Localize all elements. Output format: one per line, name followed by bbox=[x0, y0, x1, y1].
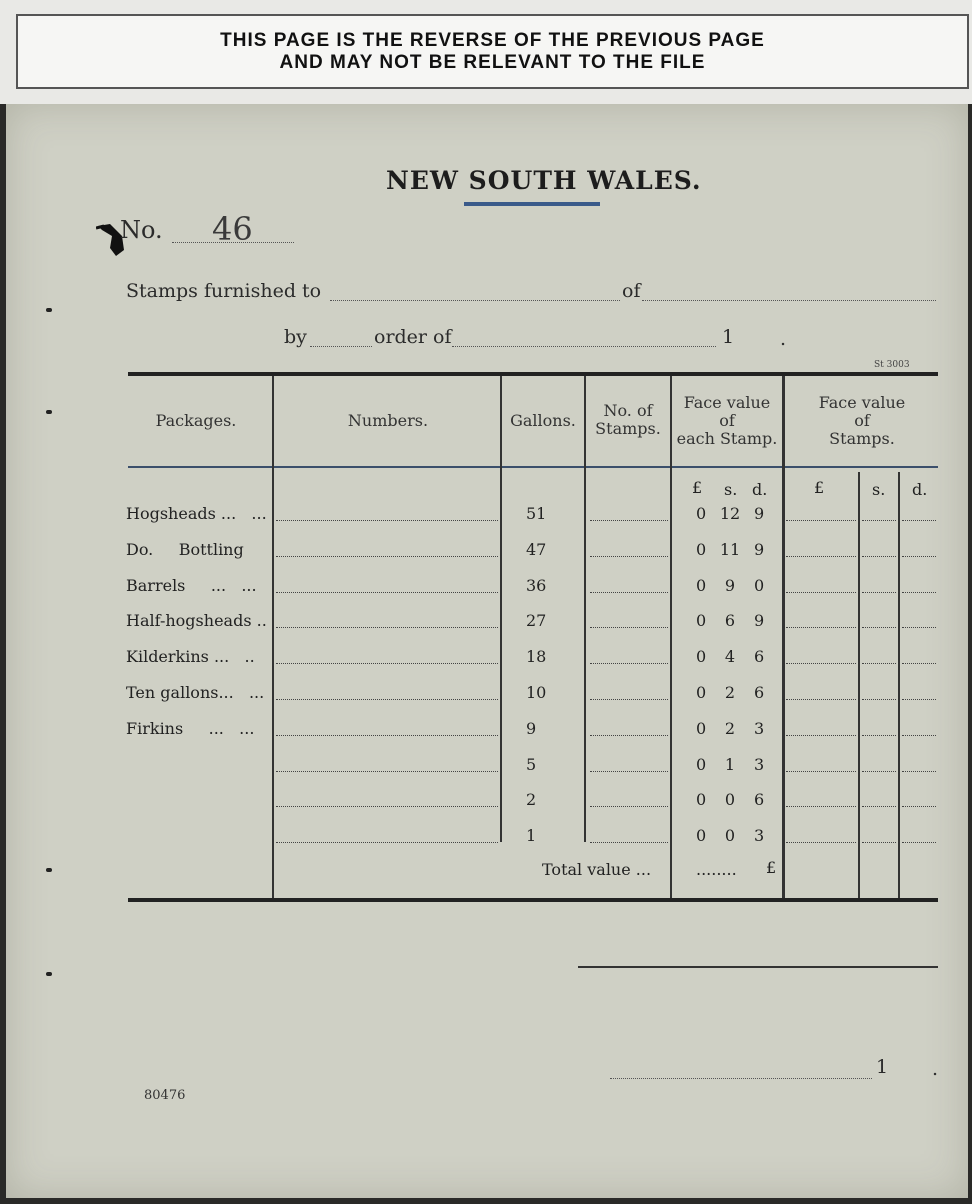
row-stamps-field[interactable] bbox=[590, 735, 668, 736]
punch-hole-mark bbox=[46, 308, 52, 312]
row-total-pounds-field[interactable] bbox=[786, 842, 856, 843]
row-total-pence-field[interactable] bbox=[902, 806, 936, 807]
row-gallons: 18 bbox=[526, 647, 547, 667]
footer-code: 80476 bbox=[144, 1088, 186, 1103]
row-total-pence-field[interactable] bbox=[902, 699, 936, 700]
row-stamps-field[interactable] bbox=[590, 771, 668, 772]
row-numbers-field[interactable] bbox=[276, 842, 498, 843]
row-total-pence-field[interactable] bbox=[902, 735, 936, 736]
punch-hole-mark bbox=[46, 410, 52, 414]
row-total-pence-field[interactable] bbox=[902, 771, 936, 772]
row-pence: 9 bbox=[754, 611, 765, 631]
row-shillings: 4 bbox=[724, 647, 736, 667]
notice-banner-area bbox=[0, 0, 972, 104]
row-pounds: 0 bbox=[696, 790, 707, 810]
row-total-pounds-field[interactable] bbox=[786, 520, 856, 521]
row-numbers-field[interactable] bbox=[276, 663, 498, 664]
header-no-of-stamps-line1: No. of bbox=[603, 401, 653, 420]
row-gallons: 5 bbox=[526, 754, 537, 774]
row-total-shillings-field[interactable] bbox=[862, 592, 896, 593]
row-total-pounds-field[interactable] bbox=[786, 627, 856, 628]
row-shillings: 1 bbox=[724, 754, 736, 774]
row-stamps-field[interactable] bbox=[590, 842, 668, 843]
header-face-each-line1: Face value bbox=[683, 393, 771, 412]
row-pounds: 0 bbox=[696, 575, 707, 595]
punch-hole-mark bbox=[46, 972, 52, 976]
row-numbers-field[interactable] bbox=[276, 735, 498, 736]
row-total-shillings-field[interactable] bbox=[862, 699, 896, 700]
header-face-total-line1: Face value bbox=[818, 393, 906, 412]
row-total-shillings-field[interactable] bbox=[862, 735, 896, 736]
col-divider bbox=[500, 376, 502, 842]
row-pence: 6 bbox=[754, 683, 765, 702]
row-pence: 3 bbox=[754, 826, 765, 846]
row-stamps-field[interactable] bbox=[590, 520, 668, 521]
row-numbers-field[interactable] bbox=[276, 556, 498, 557]
period-mark: . bbox=[780, 328, 787, 350]
header-packages: Packages. bbox=[155, 411, 237, 430]
signature-line[interactable] bbox=[578, 966, 938, 968]
header-bottom-rule bbox=[128, 466, 938, 468]
of-label: of bbox=[622, 280, 641, 302]
row-shillings: 11 bbox=[719, 539, 741, 559]
col-divider bbox=[782, 376, 785, 898]
row-package-label: Do. Bottling bbox=[126, 539, 244, 559]
row-numbers-field[interactable] bbox=[276, 806, 498, 807]
row-pounds: 0 bbox=[696, 683, 707, 702]
title-underline bbox=[464, 202, 600, 206]
row-pence: 6 bbox=[754, 647, 765, 667]
col-divider bbox=[858, 472, 860, 898]
row-total-pounds-field[interactable] bbox=[786, 699, 856, 700]
row-pence: 3 bbox=[754, 718, 765, 738]
row-total-pence-field[interactable] bbox=[902, 663, 936, 664]
row-package-label: Kilderkins ... .. bbox=[126, 647, 255, 667]
col-divider bbox=[584, 376, 586, 842]
notice-line-1: THIS PAGE IS THE REVERSE OF THE PREVIOUS PAGE bbox=[220, 29, 765, 51]
row-pence: 6 bbox=[754, 790, 765, 810]
row-total-pounds-field[interactable] bbox=[786, 663, 856, 664]
row-total-pounds-field[interactable] bbox=[786, 735, 856, 736]
row-numbers-field[interactable] bbox=[276, 771, 498, 772]
row-package-label: Half-hogsheads .. bbox=[126, 611, 267, 631]
row-shillings: 6 bbox=[724, 611, 736, 631]
stamps-furnished-label: Stamps furnished to bbox=[126, 280, 322, 302]
row-stamps-field[interactable] bbox=[590, 592, 668, 593]
footer-year: 1 bbox=[876, 1056, 889, 1078]
row-total-pence-field[interactable] bbox=[902, 592, 936, 593]
row-total-shillings-field[interactable] bbox=[862, 806, 896, 807]
row-gallons: 10 bbox=[526, 683, 547, 702]
notice-line-2: AND MAY NOT BE RELEVANT TO THE FILE bbox=[279, 51, 706, 73]
total-value-currency: £ bbox=[766, 858, 777, 877]
row-total-pence-field[interactable] bbox=[902, 520, 936, 521]
number-label: No. bbox=[120, 216, 163, 244]
date-field[interactable] bbox=[610, 1078, 872, 1079]
header-face-value-each bbox=[672, 394, 782, 448]
row-total-shillings-field[interactable] bbox=[862, 627, 896, 628]
number-dotted-line bbox=[172, 242, 294, 243]
year-suffix: 1 bbox=[722, 326, 735, 348]
row-numbers-field[interactable] bbox=[276, 592, 498, 593]
currency-pound: £ bbox=[692, 478, 703, 497]
row-pence: 9 bbox=[754, 504, 765, 523]
col-divider bbox=[898, 472, 900, 898]
row-pounds: 0 bbox=[696, 611, 707, 631]
row-shillings: 9 bbox=[724, 575, 736, 595]
row-total-pence-field[interactable] bbox=[902, 842, 936, 843]
row-total-pence-field[interactable] bbox=[902, 627, 936, 628]
row-total-pounds-field[interactable] bbox=[786, 806, 856, 807]
header-gallons: Gallons. bbox=[510, 411, 576, 430]
form-title: NEW SOUTH WALES. bbox=[386, 166, 702, 195]
row-total-shillings-field[interactable] bbox=[862, 520, 896, 521]
row-shillings: 2 bbox=[724, 718, 736, 738]
total-value-label: Total value ... bbox=[542, 860, 652, 879]
row-pounds: 0 bbox=[696, 754, 707, 774]
row-stamps-field[interactable] bbox=[590, 699, 668, 700]
header-face-total-line2: of bbox=[854, 411, 870, 430]
col-divider bbox=[272, 376, 274, 898]
row-shillings: 12 bbox=[719, 504, 741, 523]
row-package-label: Firkins ... ... bbox=[126, 718, 255, 738]
header-face-each-line2: of bbox=[719, 411, 735, 430]
header-no-of-stamps bbox=[586, 402, 670, 438]
currency-pence: d. bbox=[752, 480, 768, 499]
number-value: 46 bbox=[212, 210, 253, 248]
row-total-shillings-field[interactable] bbox=[862, 771, 896, 772]
table-top-rule bbox=[128, 372, 938, 376]
notice-banner bbox=[16, 14, 969, 89]
row-pence: 9 bbox=[754, 539, 765, 559]
row-pounds: 0 bbox=[696, 647, 707, 667]
header-face-value-total bbox=[786, 394, 938, 448]
row-stamps-field[interactable] bbox=[590, 556, 668, 557]
row-pence: 3 bbox=[754, 754, 765, 774]
row-pence: 0 bbox=[754, 575, 765, 595]
header-numbers: Numbers. bbox=[347, 411, 429, 430]
row-stamps-field[interactable] bbox=[590, 663, 668, 664]
row-package-label: Hogsheads ... ... bbox=[126, 504, 267, 523]
row-total-pounds-field[interactable] bbox=[786, 556, 856, 557]
row-total-shillings-field[interactable] bbox=[862, 556, 896, 557]
row-gallons: 27 bbox=[526, 611, 547, 631]
header-no-of-stamps-line2: Stamps. bbox=[595, 419, 661, 438]
furnished-to-field[interactable] bbox=[330, 300, 620, 301]
punch-hole-mark bbox=[46, 868, 52, 872]
header-face-each-line3: each Stamp. bbox=[676, 429, 778, 448]
currency-shilling: s. bbox=[724, 480, 738, 499]
header-face-total-line3: Stamps. bbox=[829, 429, 895, 448]
of-field[interactable] bbox=[642, 300, 936, 301]
row-numbers-field[interactable] bbox=[276, 699, 498, 700]
row-total-shillings-field[interactable] bbox=[862, 842, 896, 843]
order-of-label: order of bbox=[374, 326, 452, 348]
row-gallons: 2 bbox=[526, 790, 537, 810]
form-code: St 3003 bbox=[874, 360, 910, 370]
table-bottom-rule bbox=[128, 898, 938, 902]
order-of-field[interactable] bbox=[452, 346, 716, 347]
total-currency-pound: £ bbox=[814, 478, 825, 497]
row-numbers-field[interactable] bbox=[276, 520, 498, 521]
form-page bbox=[6, 104, 968, 1198]
row-gallons: 1 bbox=[526, 826, 537, 846]
row-pounds: 0 bbox=[696, 826, 707, 846]
row-package-label: Ten gallons... ... bbox=[126, 683, 265, 702]
total-currency-shilling: s. bbox=[872, 480, 886, 499]
footer-period-mark: . bbox=[932, 1058, 939, 1080]
row-total-shillings-field[interactable] bbox=[862, 663, 896, 664]
total-value-dots: ........ bbox=[696, 860, 737, 879]
row-gallons: 9 bbox=[526, 718, 537, 738]
row-shillings: 2 bbox=[724, 683, 736, 702]
row-gallons: 36 bbox=[526, 575, 547, 595]
row-total-pounds-field[interactable] bbox=[786, 592, 856, 593]
row-stamps-field[interactable] bbox=[590, 627, 668, 628]
row-pounds: 0 bbox=[696, 539, 707, 559]
row-gallons: 51 bbox=[526, 504, 547, 523]
row-shillings: 0 bbox=[724, 826, 736, 846]
by-label: by bbox=[284, 326, 307, 348]
row-pounds: 0 bbox=[696, 504, 707, 523]
by-field[interactable] bbox=[310, 346, 372, 347]
row-stamps-field[interactable] bbox=[590, 806, 668, 807]
row-shillings: 0 bbox=[724, 790, 736, 810]
row-total-pounds-field[interactable] bbox=[786, 771, 856, 772]
row-package-label: Barrels ... ... bbox=[126, 575, 257, 595]
row-total-pence-field[interactable] bbox=[902, 556, 936, 557]
row-pounds: 0 bbox=[696, 718, 707, 738]
row-numbers-field[interactable] bbox=[276, 627, 498, 628]
row-gallons: 47 bbox=[526, 539, 547, 559]
total-currency-pence: d. bbox=[912, 480, 928, 499]
col-divider bbox=[670, 376, 672, 898]
